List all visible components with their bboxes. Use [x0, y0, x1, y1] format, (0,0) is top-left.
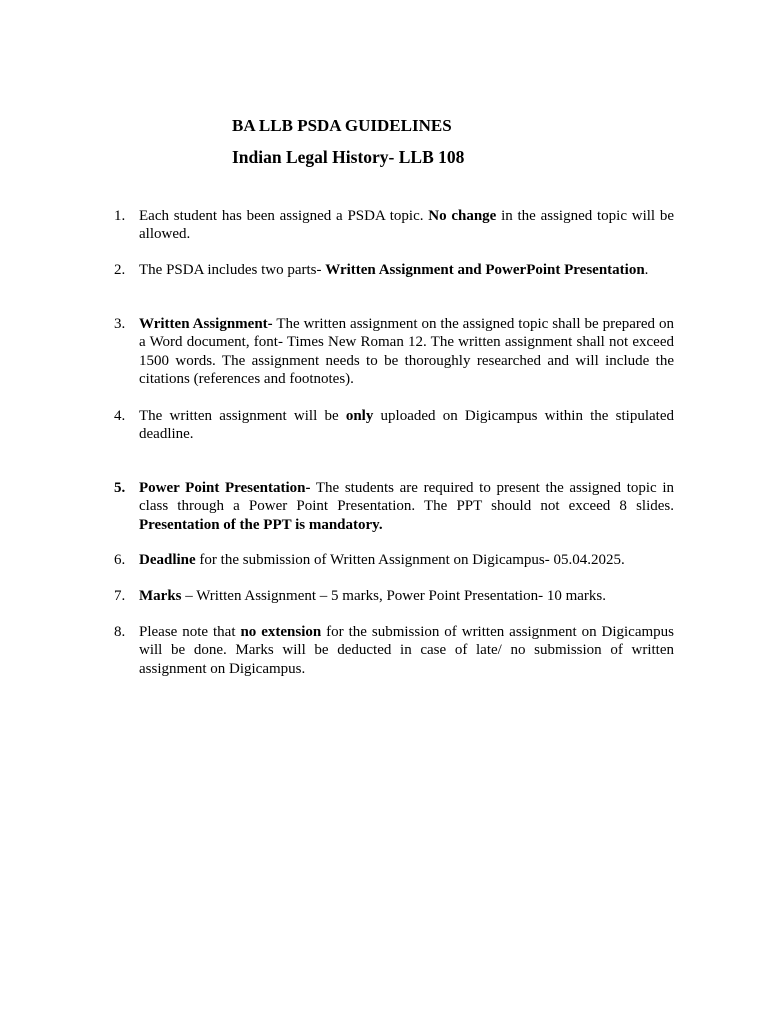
list-number: 1. — [114, 208, 126, 224]
list-number: 7. — [114, 588, 126, 604]
list-item-2 — [114, 261, 674, 279]
document-subtitle: Indian Legal History- LLB 108 — [232, 147, 465, 167]
list-text: Please note that no extension for the submission of written assignment on Digicampus will be done. Marks will be deducted in case of late/ no submission of written assignment on Digicampus. — [139, 624, 675, 677]
list-item-8 — [114, 623, 674, 678]
list-item-4 — [114, 407, 674, 444]
list-item-6 — [114, 551, 674, 569]
list-text: Each student has been assigned a PSDA topic. No change in the assigned topic will be allowed. — [139, 208, 674, 243]
list-number: 8. — [114, 624, 126, 640]
list-number: 4. — [114, 408, 126, 424]
list-number: 5. — [114, 480, 126, 496]
list-item-5 — [114, 479, 674, 534]
list-number: 2. — [114, 262, 126, 278]
list-text: Power Point Presentation- The students are required to present the assigned topic in class through a Power Point Presentation. The PPT should not exceed 8 slides. Presentation of the PPT is mandatory. — [139, 480, 674, 533]
list-text: Written Assignment- The written assignment on the assigned topic shall be prepared on a Word document, font- Times New Roman 12. The written assignment shall not exceed 1500 words. The assignment needs to be thoroughly researched and will include the citations (references and footnotes). — [139, 316, 674, 387]
list-text: Marks – Written Assignment – 5 marks, Power Point Presentation- 10 marks. — [139, 588, 606, 604]
list-number: 6. — [114, 552, 126, 568]
list-number: 3. — [114, 316, 126, 332]
list-item-1 — [114, 207, 674, 244]
list-text: Deadline for the submission of Written Assignment on Digicampus- 05.04.2025. — [139, 552, 625, 568]
document-title: BA LLB PSDA GUIDELINES — [232, 116, 452, 135]
list-text: The PSDA includes two parts- Written Assignment and PowerPoint Presentation. — [139, 262, 649, 278]
list-item-3 — [114, 315, 674, 388]
list-text: The written assignment will be only uploaded on Digicampus within the stipulated deadline. — [139, 408, 674, 443]
list-item-7 — [114, 587, 674, 605]
